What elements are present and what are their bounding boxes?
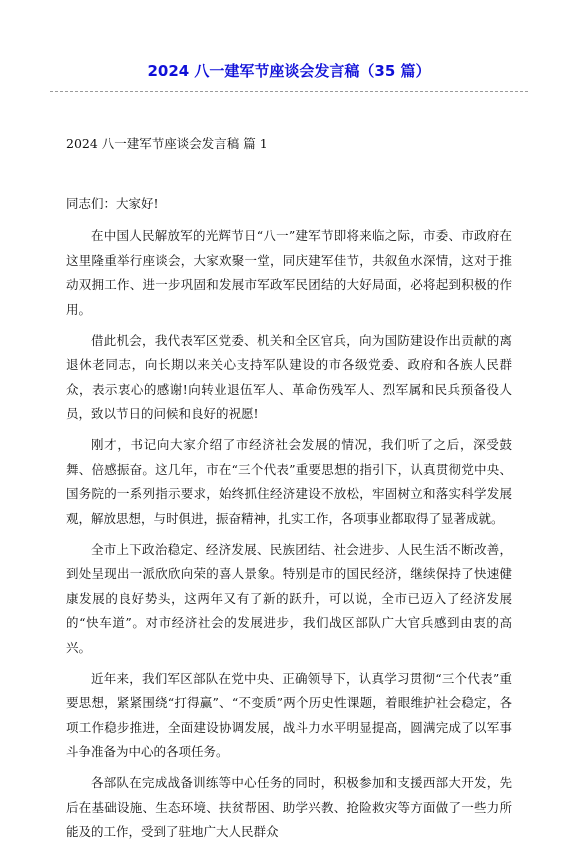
paragraph: 在中国人民解放军的光辉节日“八一”建军节即将来临之际，市委、市政府在这里隆重举行座谈会，大家欢聚一堂，同庆建军佳节，共叙鱼水深情，这对于推动双拥工作、进一步巩固和发展市军政军民团结的大好局面，必将起到积极的作用。 [66, 228, 512, 317]
paragraph: 借此机会，我代表军区党委、机关和全区官兵，向为国防建设作出贡献的离退休老同志，向长期以来关心支持军队建设的市各级党委、政府和各族人民群众，表示衷心的感谢!向转业退伍军人、革命伤残军人、烈军属和民兵预备役人员，致以节日的问候和良好的祝愿! [66, 332, 512, 421]
paragraph: 各部队在完成战备训练等中心任务的同时，积极参加和支援西部大开发，先后在基础设施、生态环境、扶贫帮困、助学兴教、抢险救灾等方面做了一些力所能及的工作，受到了驻地广大人民群众 [66, 775, 512, 839]
paragraph: 全市上下政治稳定、经济发展、民族团结、社会进步、人民生活不断改善，到处呈现出一派欣欣向荣的喜人景象。特别是市的国民经济，继续保持了快速健康发展的良好势头，这两年又有了新的跃升，可以说，全市已迈入了经济发展的“快车道”。对市经济社会的发展进步，我们战区部队广大官兵感到由衷的高兴。 [66, 541, 512, 655]
document-body [66, 224, 512, 851]
paragraph: 近年来，我们军区部队在党中央、正确领导下，认真学习贯彻“三个代表”重要思想，紧紧围绕“打得赢”、“不变质”两个历史性课题，着眼维护社会稳定，各项工作稳步推进，全面建设协调发展，战斗力水平明显提高，圆满完成了以军事斗争准备为中心的各项任务。 [66, 670, 512, 759]
greeting: 同志们：大家好! [66, 196, 159, 211]
title-divider [50, 91, 528, 92]
page-title: 2024 八一建军节座谈会发言稿（35 篇） [147, 62, 431, 80]
section-heading: 2024 八一建军节座谈会发言稿 篇 1 [66, 136, 268, 151]
paragraph: 刚才，书记向大家介绍了市经济社会发展的情况，我们听了之后，深受鼓舞、倍感振奋。这几年，市在“三个代表”重要思想的指引下，认真贯彻党中央、国务院的一系列指示要求，始终抓住经济建设不放松，牢固树立和落实科学发展观，解放思想，与时俱进，振奋精神，扎实工作，各项事业都取得了显著成就。 [66, 437, 512, 526]
